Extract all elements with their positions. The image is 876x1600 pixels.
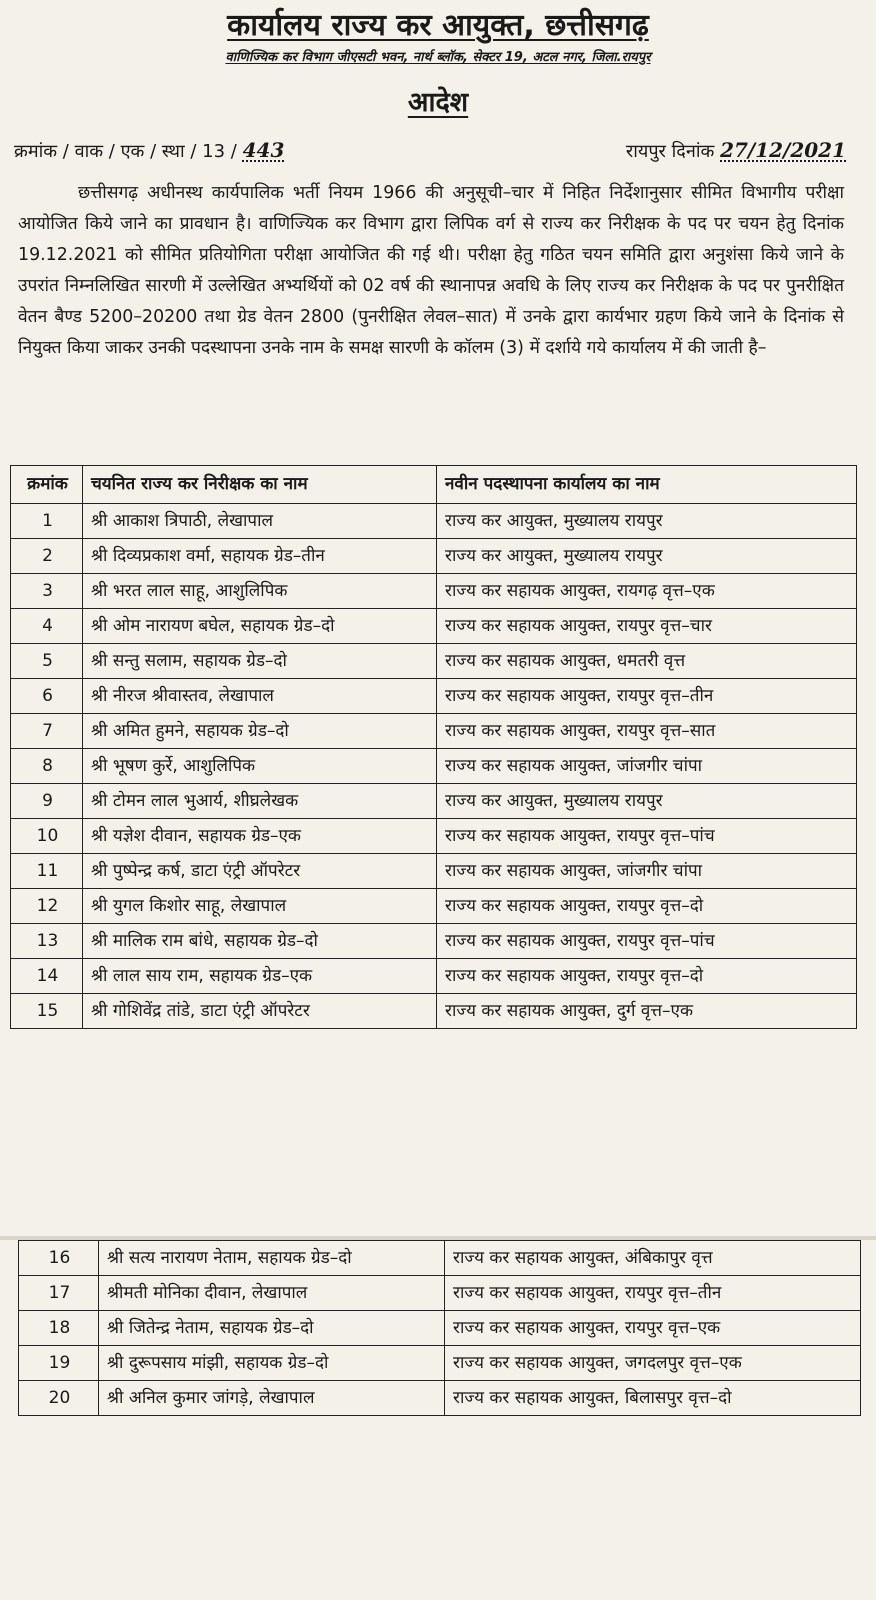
reference-line xyxy=(14,138,846,166)
inspector-name-cell: श्री यज्ञेश दीवान, सहायक ग्रेड–एक xyxy=(83,819,437,854)
order-body: छत्तीसगढ़ अधीनस्थ कार्यपालिक भर्ती नियम 1966 की अनुसूची–चार में निहित निर्देशानुसार सीमित विभागीय परीक्षा आयोजित किये जाने का प्रावधान है। वाणिज्यिक कर विभाग द्वारा लिपिक वर्ग से राज्य कर निरीक्षक के पद पर चयन हेतु दिनांक 19.12.2021 को सीमित प्रतियोगिता परीक्षा आयोजित की गई थी। परीक्षा हेतु गठित चयन समिति द्वारा अनुशंसा किये जाने के उपरांत निम्नलिखित सारणी में उल्लेखित अभ्यर्थियों को 02 वर्ष की स्थानापन्न अवधि के लिए राज्य कर निरीक्षक के पद पर पुनरीक्षित वेतन बैण्ड 5200–20200 तथा ग्रेड वेतन 2800 (पुनरीक्षित लेवल–सात) में उनके द्वारा कार्यभार ग्रहण किये जाने के दिनांक से नियुक्त किया जाकर उनकी पदस्थापना उनके नाम के समक्ष सारणी के कॉलम (3) में दर्शाये गये कार्यालय में की जाती है– xyxy=(18,183,844,358)
col-header-serial: क्रमांक xyxy=(11,466,83,504)
inspector-name-cell: श्री टोमन लाल भुआर्य, शीघ्रलेखक xyxy=(83,784,437,819)
inspector-name-cell: श्री दिव्यप्रकाश वर्मा, सहायक ग्रेड–तीन xyxy=(83,539,437,574)
table-row xyxy=(11,994,857,1029)
inspector-name-cell: श्री आकाश त्रिपाठी, लेखापाल xyxy=(83,504,437,539)
table-row xyxy=(11,924,857,959)
table-row xyxy=(19,1311,861,1346)
table-row xyxy=(11,609,857,644)
serial-number-cell: 5 xyxy=(11,644,83,679)
table-row xyxy=(11,504,857,539)
table-row xyxy=(11,679,857,714)
table-row xyxy=(11,959,857,994)
inspector-name-cell: श्री सत्य नारायण नेताम, सहायक ग्रेड–दो xyxy=(99,1241,445,1276)
posting-office-cell: राज्य कर सहायक आयुक्त, रायपुर वृत्त–तीन xyxy=(437,679,857,714)
serial-number-cell: 9 xyxy=(11,784,83,819)
posting-office-cell: राज्य कर सहायक आयुक्त, जांजगीर चांपा xyxy=(437,854,857,889)
table-row xyxy=(19,1346,861,1381)
table-row xyxy=(19,1381,861,1416)
serial-number-cell: 3 xyxy=(11,574,83,609)
posting-office-cell: राज्य कर सहायक आयुक्त, रायपुर वृत्त–पांच xyxy=(437,924,857,959)
table-row xyxy=(11,539,857,574)
serial-number-cell: 13 xyxy=(11,924,83,959)
table-row xyxy=(19,1276,861,1311)
posting-office-cell: राज्य कर सहायक आयुक्त, धमतरी वृत्त xyxy=(437,644,857,679)
reference-prefix: क्रमांक / वाक / एक / स्था / 13 / xyxy=(14,141,237,162)
serial-number-cell: 1 xyxy=(11,504,83,539)
inspector-name-cell: श्री युगल किशोर साहू, लेखापाल xyxy=(83,889,437,924)
posting-office-cell: राज्य कर सहायक आयुक्त, रायपुर वृत्त–चार xyxy=(437,609,857,644)
office-title: कार्यालय राज्य कर आयुक्त, छत्तीसगढ़ xyxy=(227,8,649,43)
serial-number-cell: 17 xyxy=(19,1276,99,1311)
order-title: आदेश xyxy=(407,87,469,118)
inspector-name-cell: श्रीमती मोनिका दीवान, लेखापाल xyxy=(99,1276,445,1311)
posting-office-cell: राज्य कर सहायक आयुक्त, रायपुर वृत्त–तीन xyxy=(445,1276,861,1311)
serial-number-cell: 2 xyxy=(11,539,83,574)
posting-table-continued xyxy=(18,1240,861,1416)
inspector-name-cell: श्री पुष्पेन्द्र कर्ष, डाटा एंट्री ऑपरेटर xyxy=(83,854,437,889)
serial-number-cell: 10 xyxy=(11,819,83,854)
serial-number-cell: 15 xyxy=(11,994,83,1029)
posting-office-cell: राज्य कर आयुक्त, मुख्यालय रायपुर xyxy=(437,539,857,574)
posting-office-cell: राज्य कर आयुक्त, मुख्यालय रायपुर xyxy=(437,784,857,819)
inspector-name-cell: श्री सन्तु सलाम, सहायक ग्रेड–दो xyxy=(83,644,437,679)
posting-table xyxy=(10,465,857,1029)
table-header-row xyxy=(11,466,857,504)
serial-number-cell: 19 xyxy=(19,1346,99,1381)
office-address: वाणिज्यिक कर विभाग जीएसटी भवन, नार्थ ब्लॉक, सेक्टर 19, अटल नगर, जिला.रायपुर xyxy=(225,50,651,65)
posting-office-cell: राज्य कर आयुक्त, मुख्यालय रायपुर xyxy=(437,504,857,539)
posting-office-cell: राज्य कर सहायक आयुक्त, रायपुर वृत्त–एक xyxy=(445,1311,861,1346)
table-row xyxy=(11,854,857,889)
table-row xyxy=(11,889,857,924)
posting-office-cell: राज्य कर सहायक आयुक्त, दुर्ग वृत्त–एक xyxy=(437,994,857,1029)
table-row xyxy=(11,574,857,609)
table-row xyxy=(11,819,857,854)
serial-number-cell: 18 xyxy=(19,1311,99,1346)
serial-number-cell: 14 xyxy=(11,959,83,994)
serial-number-cell: 20 xyxy=(19,1381,99,1416)
inspector-name-cell: श्री अनिल कुमार जांगड़े, लेखापाल xyxy=(99,1381,445,1416)
inspector-name-cell: श्री नीरज श्रीवास्तव, लेखापाल xyxy=(83,679,437,714)
posting-office-cell: राज्य कर सहायक आयुक्त, रायगढ़ वृत्त–एक xyxy=(437,574,857,609)
inspector-name-cell: श्री जितेन्द्र नेताम, सहायक ग्रेड–दो xyxy=(99,1311,445,1346)
posting-office-cell: राज्य कर सहायक आयुक्त, रायपुर वृत्त–दो xyxy=(437,889,857,924)
posting-office-cell: राज्य कर सहायक आयुक्त, बिलासपुर वृत्त–दो xyxy=(445,1381,861,1416)
handwritten-ref-number: 443 xyxy=(242,138,285,162)
posting-office-cell: राज्य कर सहायक आयुक्त, रायपुर वृत्त–सात xyxy=(437,714,857,749)
table-row xyxy=(11,644,857,679)
serial-number-cell: 6 xyxy=(11,679,83,714)
serial-number-cell: 8 xyxy=(11,749,83,784)
serial-number-cell: 7 xyxy=(11,714,83,749)
table-row xyxy=(11,714,857,749)
serial-number-cell: 12 xyxy=(11,889,83,924)
date-prefix: रायपुर दिनांक xyxy=(625,141,715,162)
inspector-name-cell: श्री भरत लाल साहू, आशुलिपिक xyxy=(83,574,437,609)
serial-number-cell: 4 xyxy=(11,609,83,644)
inspector-name-cell: श्री ओम नारायण बघेल, सहायक ग्रेड–दो xyxy=(83,609,437,644)
reference-number xyxy=(14,138,284,163)
inspector-name-cell: श्री लाल साय राम, सहायक ग्रेड–एक xyxy=(83,959,437,994)
handwritten-date: 27/12/2021 xyxy=(720,138,846,162)
posting-office-cell: राज्य कर सहायक आयुक्त, अंबिकापुर वृत्त xyxy=(445,1241,861,1276)
posting-office-cell: राज्य कर सहायक आयुक्त, रायपुर वृत्त–पांच xyxy=(437,819,857,854)
col-header-office: नवीन पदस्थापना कार्यालय का नाम xyxy=(437,466,857,504)
inspector-name-cell: श्री भूषण कुर्रे, आशुलिपिक xyxy=(83,749,437,784)
serial-number-cell: 16 xyxy=(19,1241,99,1276)
serial-number-cell: 11 xyxy=(11,854,83,889)
posting-office-cell: राज्य कर सहायक आयुक्त, जगदलपुर वृत्त–एक xyxy=(445,1346,861,1381)
posting-office-cell: राज्य कर सहायक आयुक्त, जांजगीर चांपा xyxy=(437,749,857,784)
col-header-name: चयनित राज्य कर निरीक्षक का नाम xyxy=(83,466,437,504)
table-row xyxy=(11,784,857,819)
inspector-name-cell: श्री मालिक राम बांधे, सहायक ग्रेड–दो xyxy=(83,924,437,959)
order-date xyxy=(626,138,846,163)
inspector-name-cell: श्री गोशिवेंद्र तांडे, डाटा एंट्री ऑपरेटर xyxy=(83,994,437,1029)
table-row xyxy=(19,1241,861,1276)
posting-office-cell: राज्य कर सहायक आयुक्त, रायपुर वृत्त–दो xyxy=(437,959,857,994)
inspector-name-cell: श्री दुरूपसाय मांझी, सहायक ग्रेड–दो xyxy=(99,1346,445,1381)
table-row xyxy=(11,749,857,784)
inspector-name-cell: श्री अमित हुमने, सहायक ग्रेड–दो xyxy=(83,714,437,749)
